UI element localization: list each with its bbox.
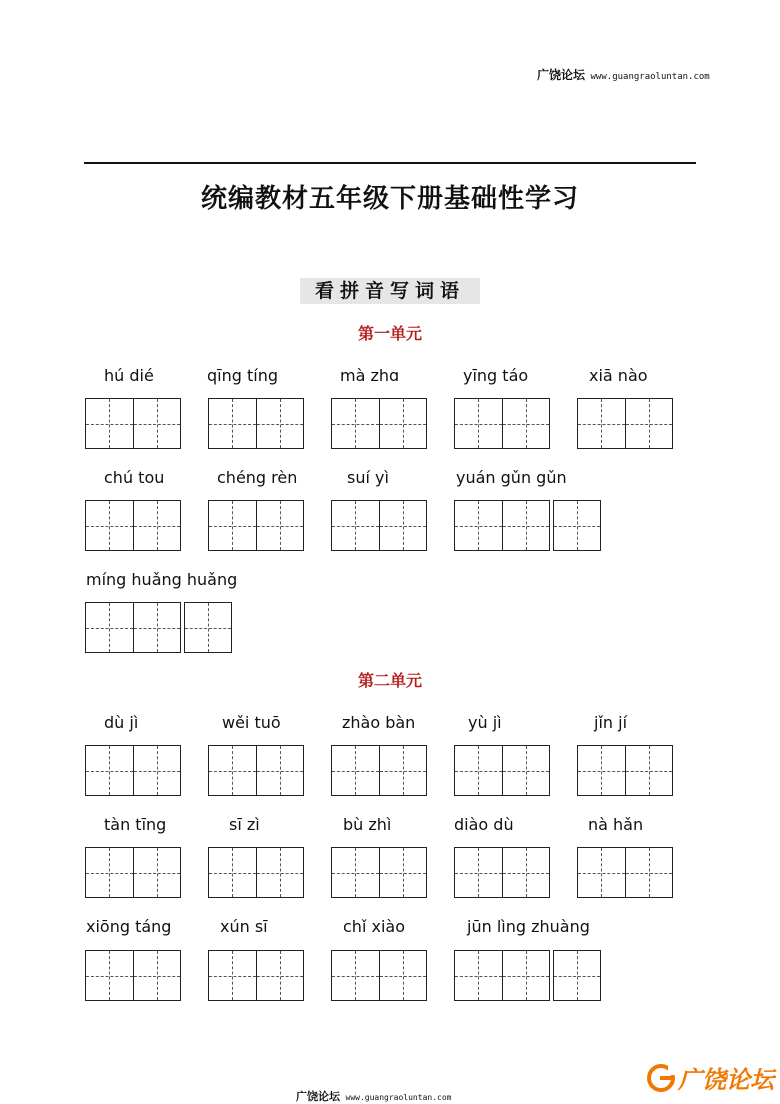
writing-grid[interactable] (208, 847, 304, 898)
pinyin-label: dù jì (104, 713, 139, 732)
writing-grid[interactable] (85, 847, 181, 898)
site-logo (646, 1060, 774, 1095)
pinyin-label: diào dù (454, 815, 514, 834)
writing-grid[interactable] (577, 745, 673, 796)
pinyin-label: hú dié (104, 366, 154, 385)
pinyin-label: nà hǎn (588, 815, 644, 834)
unit-heading-1: 第一单元 (357, 324, 422, 343)
writing-grid[interactable] (208, 500, 304, 551)
pinyin-label: zhào bàn (342, 713, 416, 732)
pinyin-label: yuán gǔn gǔn (456, 468, 567, 487)
pinyin-label: xiā nào (589, 366, 648, 385)
footer-watermark (296, 1088, 451, 1104)
writing-grid[interactable] (454, 847, 550, 898)
pinyin-label: jūn lìng zhuàng (467, 917, 590, 936)
writing-grid[interactable] (454, 950, 550, 1001)
writing-grid[interactable] (331, 745, 427, 796)
logo-g-icon (646, 1063, 676, 1093)
writing-grid[interactable] (331, 950, 427, 1001)
writing-grid[interactable] (331, 500, 427, 551)
writing-grid[interactable] (85, 745, 181, 796)
section-title: 看拼音写词语 (300, 278, 480, 304)
writing-grid-extra-cell[interactable] (553, 950, 601, 1001)
pinyin-label: suí yì (347, 468, 389, 487)
writing-grid[interactable] (85, 398, 181, 449)
title-rule (84, 162, 696, 164)
writing-grid[interactable] (454, 398, 550, 449)
header-watermark (537, 66, 710, 83)
pinyin-label: chǐ xiào (343, 917, 405, 936)
footer-site-name: 广饶论坛 (296, 1090, 340, 1103)
pinyin-label: qīng tíng (207, 366, 278, 385)
pinyin-label: jǐn jí (594, 713, 628, 732)
writing-grid[interactable] (454, 745, 550, 796)
writing-grid[interactable] (577, 847, 673, 898)
page-title: 统编教材五年级下册基础性学习 (200, 184, 579, 214)
unit-heading-2: 第二单元 (357, 671, 422, 690)
pinyin-label: bù zhì (343, 815, 392, 834)
writing-grid[interactable] (454, 500, 550, 551)
pinyin-label: wěi tuō (222, 713, 281, 732)
pinyin-label: chú tou (104, 468, 165, 487)
writing-grid[interactable] (208, 950, 304, 1001)
pinyin-label: yīng táo (463, 366, 529, 385)
writing-grid[interactable] (208, 398, 304, 449)
writing-grid[interactable] (85, 500, 181, 551)
writing-grid[interactable] (85, 950, 181, 1001)
writing-grid[interactable] (85, 602, 181, 653)
pinyin-label: xiōng táng (86, 917, 172, 936)
writing-grid[interactable] (577, 398, 673, 449)
pinyin-label: míng huǎng huǎng (86, 570, 238, 589)
logo-text: 广饶论坛 (678, 1066, 774, 1094)
header-site-url: www.guangraoluntan.com (590, 72, 710, 82)
writing-grid[interactable] (331, 398, 427, 449)
writing-grid-extra-cell[interactable] (553, 500, 601, 551)
header-site-name: 广饶论坛 (537, 68, 586, 82)
footer-site-url: www.guangraoluntan.com (345, 1093, 452, 1102)
writing-grid-extra-cell[interactable] (184, 602, 232, 653)
pinyin-label: tàn tīng (104, 815, 167, 834)
writing-grid[interactable] (331, 847, 427, 898)
pinyin-label: xún sī (220, 917, 268, 936)
writing-grid[interactable] (208, 745, 304, 796)
pinyin-label: sī zì (229, 815, 260, 834)
pinyin-label: yù jì (468, 713, 502, 732)
pinyin-label: chéng rèn (217, 468, 298, 487)
pinyin-label: mà zhɑ (340, 366, 400, 385)
